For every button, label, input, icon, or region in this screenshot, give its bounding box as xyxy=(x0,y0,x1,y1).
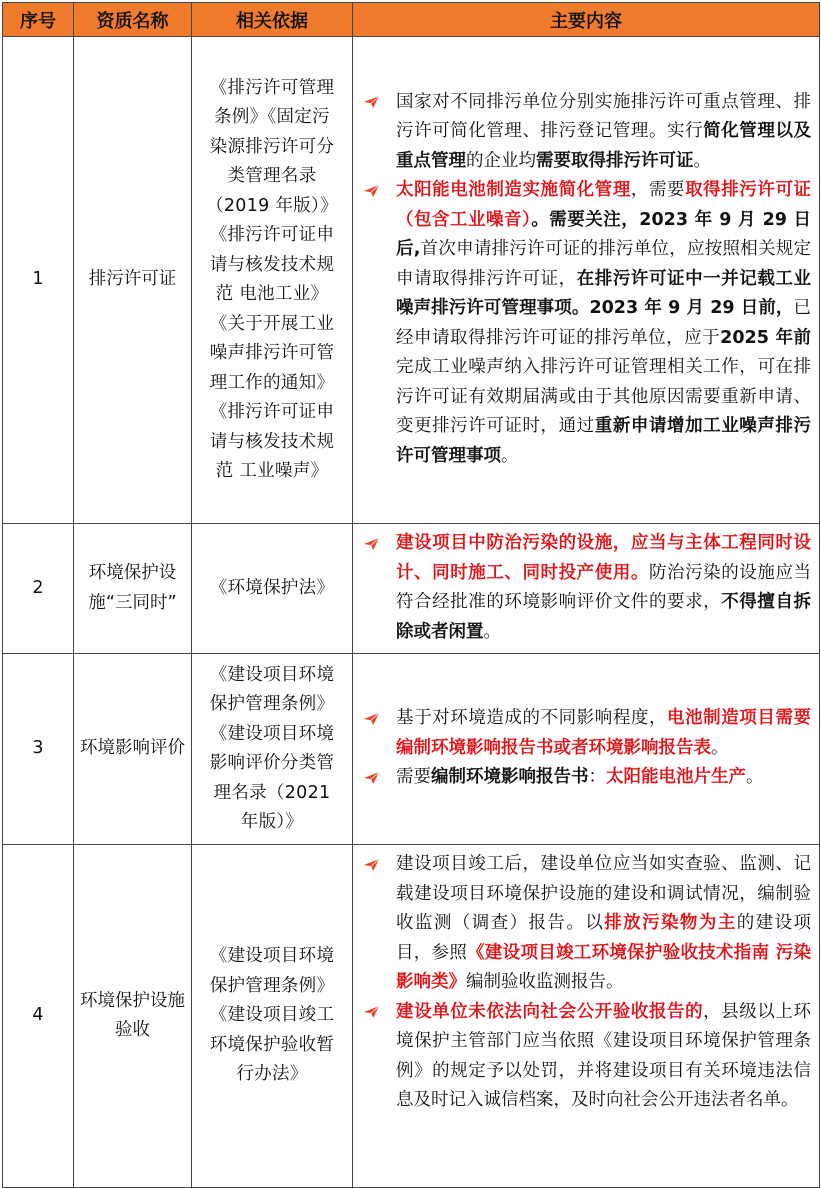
paper-plane-icon xyxy=(358,998,384,1027)
text-run: 已经申请取得排污许可证的排污单位，应于 xyxy=(396,298,811,348)
bullet-text xyxy=(384,998,811,1116)
text-run: 建设项目竣工后，建设单位应当如实查验、监测、记载建设项目环境保护设施的建设和调试情况，编制验收监测（调查）报告。以 xyxy=(396,854,811,933)
header-no: 序号 xyxy=(3,3,74,37)
text-run: 《建设项目竣工环境保护验收技术指南 污染影响类》 xyxy=(396,942,812,992)
content-bullet xyxy=(358,529,811,647)
content-bullet xyxy=(358,704,811,763)
text-run: 编制环境影响报告书 xyxy=(431,767,589,788)
paper-plane-icon xyxy=(358,850,384,879)
text-run: 建设项目中防治污染的设施，应当与主体工程同时设计、同时施工、同时投产使用。 xyxy=(396,533,811,583)
row-basis: 《建设项目环境保护管理条例》《建设项目竣工环境保护验收暂行办法》 xyxy=(192,845,353,1188)
text-run: 在排污许可证中一并记载工业噪声排污许可管理事项。2023 年 9 月 29 日前， xyxy=(396,268,812,319)
text-run: 国家对不同排污单位分别实施排污许可重点管理、排污许可简化管理、排污登记管理。实行 xyxy=(396,91,811,142)
text-run: 的企业均 xyxy=(466,150,536,171)
text-run: 防治污染的设施应当符合经批准的环境影响评价文件的要求， xyxy=(396,562,812,612)
text-run: 。 xyxy=(746,767,764,788)
paper-plane-icon xyxy=(358,529,384,558)
text-run: 。 xyxy=(501,445,519,466)
row-content xyxy=(353,845,820,1188)
bullet-text xyxy=(384,88,811,177)
text-run: ，需要 xyxy=(630,180,686,201)
row-basis: 《环境保护法》 xyxy=(192,524,353,654)
text-run: 。 xyxy=(483,621,501,642)
text-run: ，县级以上环境保护主管部门应当依照《建设项目环境保护管理条例》的规定予以处罚，并将建设项目有关环境违法信息及时记入诚信档案，及时向社会公开违法者名单。 xyxy=(396,1001,812,1110)
text-run: 不得擅自拆除或者闲置 xyxy=(396,592,812,642)
table-row xyxy=(3,845,820,1188)
text-run: 。 xyxy=(693,150,711,171)
content-bullet xyxy=(358,763,811,793)
row-name: 环境保护设施验收 xyxy=(74,845,192,1188)
row-no: 2 xyxy=(3,524,74,654)
text-run: 编制验收监测报告。 xyxy=(466,972,624,992)
text-run: 。 xyxy=(711,737,729,758)
row-content xyxy=(353,524,820,654)
content-bullet xyxy=(358,88,811,177)
row-basis: 《建设项目环境保护管理条例》《建设项目环境影响评价分类管理名录（2021 年版）》 xyxy=(192,654,353,845)
table-row xyxy=(3,654,820,845)
bullet-text xyxy=(384,529,811,647)
text-run: 建设单位未依法向社会公开验收报告的 xyxy=(396,1001,704,1022)
text-run: 完成工业噪声纳入排污许可证管理相关工作，可在排污许可证有效期届满或由于其他原因需要重新申请、变更排污许可证时，通过 xyxy=(396,357,811,437)
content-bullet xyxy=(358,998,811,1116)
table-header-row xyxy=(3,3,820,37)
bullet-text xyxy=(384,704,811,763)
row-name: 排污许可证 xyxy=(74,37,192,524)
text-run: 需要 xyxy=(396,767,431,788)
text-run: 的建设项目，参照 xyxy=(396,913,812,963)
bullet-text xyxy=(384,763,811,793)
row-no: 3 xyxy=(3,654,74,845)
text-run: 2025 年前 xyxy=(720,327,811,348)
content-bullet xyxy=(358,850,811,998)
row-basis: 《排污许可管理条例》《固定污染源排污许可分类管理名录（2019 年版）》《排污许可证申请与核发技术规范 电池工业》《关于开展工业噪声排污许可管理工作的通知》《排污许可证申请与核发技术规范 工业噪声》 xyxy=(192,37,353,524)
text-run: 取得排污许可证（包含工业噪音） xyxy=(396,180,812,230)
row-content xyxy=(353,654,820,845)
table-row xyxy=(3,524,820,654)
bullet-text xyxy=(384,850,811,998)
paper-plane-icon xyxy=(358,763,384,792)
text-run: 简化管理以及重点管理 xyxy=(396,121,812,171)
text-run: 排放污染物为主 xyxy=(604,913,737,933)
text-run: 太阳能电池制造实施简化管理 xyxy=(396,180,631,201)
text-run: 重新申请增加工业噪声排污许可管理事项 xyxy=(396,416,811,466)
text-run: 需要取得排污许可证 xyxy=(536,150,694,171)
paper-plane-icon xyxy=(358,704,384,733)
row-no: 1 xyxy=(3,37,74,524)
text-run: 太阳能电池片生产 xyxy=(606,767,746,788)
row-name: 环境影响评价 xyxy=(74,654,192,845)
qualification-table xyxy=(2,2,820,1188)
text-run: 。需要关注， xyxy=(531,209,640,230)
text-run: 2023 年 9 月 29 日后, xyxy=(396,209,812,260)
content-bullet xyxy=(358,176,811,471)
table-row xyxy=(3,37,820,524)
header-basis: 相关依据 xyxy=(192,3,353,37)
paper-plane-icon xyxy=(358,88,384,117)
row-no: 4 xyxy=(3,845,74,1188)
row-content xyxy=(353,37,820,524)
header-content: 主要内容 xyxy=(353,3,820,37)
paper-plane-icon xyxy=(358,176,384,205)
bullet-text xyxy=(384,176,811,471)
text-run: 首次申请排污许可证的排污单位，应按照相关规定申请取得排污许可证， xyxy=(396,239,811,289)
text-run: 电池制造项目需要编制环境影响报告书或者环境影响报告表 xyxy=(396,708,812,758)
row-name: 环境保护设施“三同时” xyxy=(74,524,192,654)
text-run: ： xyxy=(588,767,606,788)
header-name: 资质名称 xyxy=(74,3,192,37)
text-run: 基于对环境造成的不同影响程度， xyxy=(396,708,668,729)
